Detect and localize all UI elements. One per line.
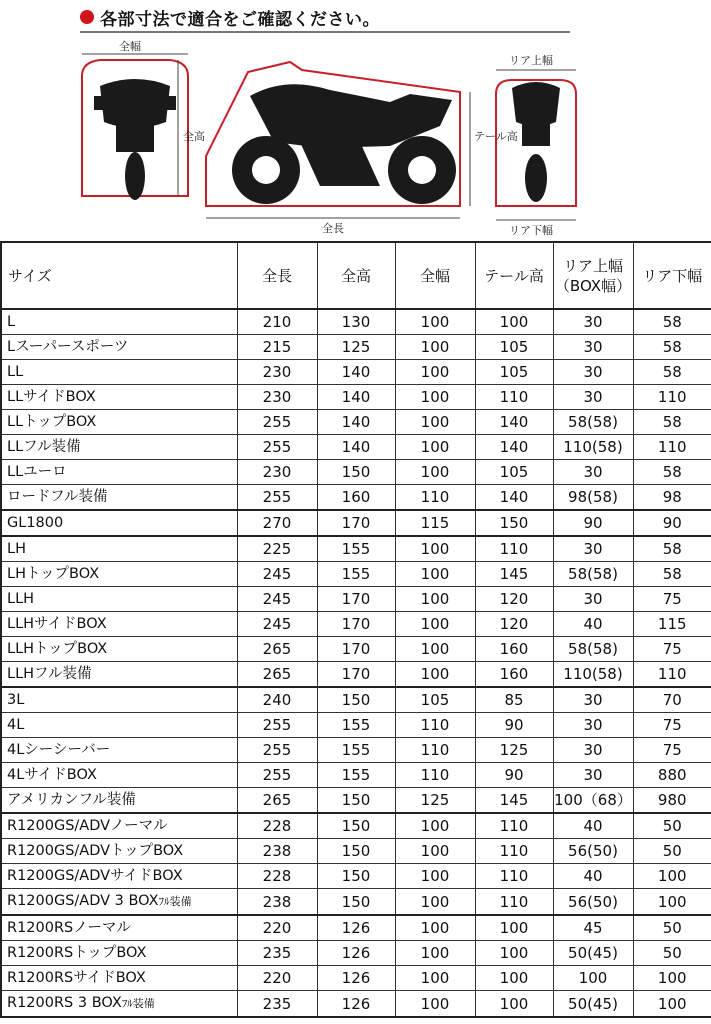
cell-length: 245: [237, 562, 317, 587]
size-suffix: ﾌﾙ装備: [158, 895, 192, 908]
cell-rear-bottom: 50: [633, 813, 711, 839]
cell-size: [1, 360, 237, 385]
cell-rear-top: 40: [553, 612, 633, 637]
cell-rear-bottom: 98: [633, 485, 711, 511]
cell-length: 230: [237, 385, 317, 410]
cell-rear-top: 50(45): [553, 991, 633, 1018]
cell-size: [1, 687, 237, 713]
cell-tail-height: 145: [475, 788, 553, 814]
cell-tail-height: 110: [475, 385, 553, 410]
size-name: R1200RS 3 BOX: [7, 995, 122, 1011]
cell-height: 140: [317, 435, 395, 460]
cell-height: 126: [317, 966, 395, 991]
cell-height: 140: [317, 385, 395, 410]
cell-height: 150: [317, 839, 395, 864]
cell-rear-bottom: 50: [633, 941, 711, 966]
table-row: [1, 587, 711, 612]
table-row: [1, 738, 711, 763]
rear-top-width-label: リア上幅: [509, 54, 553, 67]
cell-length: 235: [237, 941, 317, 966]
table-row: [1, 360, 711, 385]
header-divider: [80, 31, 570, 33]
cell-tail-height: 120: [475, 587, 553, 612]
cell-length: 225: [237, 536, 317, 562]
table-row: [1, 713, 711, 738]
rear-bottom-width-label: リア下幅: [509, 224, 553, 237]
table-row: [1, 435, 711, 460]
cell-height: 126: [317, 991, 395, 1018]
cell-rear-top: 110(58): [553, 435, 633, 460]
cell-width: 100: [395, 562, 475, 587]
table-row: [1, 839, 711, 864]
cell-width: 100: [395, 662, 475, 688]
cell-tail-height: 160: [475, 637, 553, 662]
cell-tail-height: 105: [475, 360, 553, 385]
cell-size: [1, 941, 237, 966]
cell-rear-bottom: 50: [633, 915, 711, 941]
size-name: L: [7, 314, 16, 330]
cell-rear-bottom: 75: [633, 713, 711, 738]
cell-height: 130: [317, 309, 395, 335]
cell-tail-height: 85: [475, 687, 553, 713]
size-name: LLサイドBOX: [7, 389, 96, 405]
cell-tail-height: 140: [475, 485, 553, 511]
table-row: [1, 763, 711, 788]
size-name: R1200RSノーマル: [7, 920, 131, 936]
cell-size: [1, 813, 237, 839]
cell-rear-top: 30: [553, 385, 633, 410]
cell-length: 220: [237, 966, 317, 991]
size-name: R1200RSサイドBOX: [7, 970, 146, 986]
size-name: R1200GS/ADVサイドBOX: [7, 868, 183, 884]
header-rear-bottom: リア下幅: [633, 242, 711, 309]
cell-length: 265: [237, 637, 317, 662]
cell-width: 100: [395, 612, 475, 637]
cell-width: 100: [395, 864, 475, 889]
cell-rear-bottom: 58: [633, 309, 711, 335]
cell-length: 235: [237, 991, 317, 1018]
cell-tail-height: 100: [475, 915, 553, 941]
cell-rear-top: 45: [553, 915, 633, 941]
cell-tail-height: 110: [475, 536, 553, 562]
cell-size: [1, 889, 237, 916]
size-spec-table: [0, 241, 711, 1018]
cell-tail-height: 105: [475, 335, 553, 360]
size-name: LH: [7, 541, 26, 557]
size-name: LHトップBOX: [7, 566, 100, 582]
cell-tail-height: 140: [475, 435, 553, 460]
cell-size: [1, 410, 237, 435]
cell-length: 230: [237, 460, 317, 485]
cell-length: 220: [237, 915, 317, 941]
cell-length: 210: [237, 309, 317, 335]
cell-width: 125: [395, 788, 475, 814]
cell-length: 255: [237, 435, 317, 460]
cell-width: 100: [395, 536, 475, 562]
cell-length: 255: [237, 410, 317, 435]
header-rear-top: [553, 242, 633, 309]
size-name: GL1800: [7, 515, 64, 531]
cell-width: 100: [395, 335, 475, 360]
cell-rear-top: 100: [553, 966, 633, 991]
header-title: 各部寸法で適合をご確認ください。: [100, 9, 380, 30]
cell-rear-bottom: 58: [633, 562, 711, 587]
cell-width: 100: [395, 435, 475, 460]
cell-length: 255: [237, 763, 317, 788]
cell-height: 155: [317, 562, 395, 587]
header-width: 全幅: [395, 242, 475, 309]
cell-tail-height: 100: [475, 309, 553, 335]
cell-width: 110: [395, 763, 475, 788]
cell-rear-bottom: 100: [633, 966, 711, 991]
cell-width: 100: [395, 941, 475, 966]
header-tail-height: テール高: [475, 242, 553, 309]
dimension-diagram-svg: [60, 36, 600, 241]
size-name: LLユーロ: [7, 464, 67, 480]
size-name: 4L: [7, 717, 25, 733]
cell-size: [1, 966, 237, 991]
cell-length: 238: [237, 889, 317, 916]
cell-height: 155: [317, 738, 395, 763]
cell-size: [1, 864, 237, 889]
cell-rear-top: 30: [553, 587, 633, 612]
cell-rear-bottom: 58: [633, 460, 711, 485]
size-name: LLトップBOX: [7, 414, 97, 430]
cell-length: 228: [237, 813, 317, 839]
cell-size: [1, 435, 237, 460]
table-row: [1, 687, 711, 713]
cell-height: 150: [317, 813, 395, 839]
cell-width: 100: [395, 966, 475, 991]
cell-length: 230: [237, 360, 317, 385]
cell-rear-top: 30: [553, 687, 633, 713]
table-row: [1, 335, 711, 360]
cell-width: 100: [395, 813, 475, 839]
size-name: LLHサイドBOX: [7, 616, 107, 632]
table-row: [1, 510, 711, 536]
cell-rear-top: 30: [553, 360, 633, 385]
table-row: [1, 612, 711, 637]
size-name: LLHトップBOX: [7, 641, 108, 657]
cell-width: 110: [395, 738, 475, 763]
cell-height: 150: [317, 889, 395, 916]
table-row: [1, 485, 711, 511]
dimension-diagram: [60, 36, 600, 241]
cell-size: [1, 637, 237, 662]
table-row: [1, 536, 711, 562]
cell-size: [1, 335, 237, 360]
cell-height: 155: [317, 536, 395, 562]
cell-tail-height: 110: [475, 864, 553, 889]
cell-tail-height: 125: [475, 738, 553, 763]
size-name: R1200GS/ADV 3 BOX: [7, 893, 159, 909]
table-header-row: [1, 242, 711, 309]
cell-size: [1, 587, 237, 612]
cell-rear-bottom: 75: [633, 738, 711, 763]
table-row: [1, 941, 711, 966]
cell-rear-bottom: 100: [633, 864, 711, 889]
cell-tail-height: 120: [475, 612, 553, 637]
cell-width: 100: [395, 991, 475, 1018]
cell-rear-top: 56(50): [553, 839, 633, 864]
cell-size: [1, 536, 237, 562]
cell-tail-height: 160: [475, 662, 553, 688]
size-suffix: ﾌﾙ装備: [121, 997, 155, 1010]
cell-tail-height: 90: [475, 713, 553, 738]
size-name: LLHフル装備: [7, 666, 92, 682]
cell-width: 100: [395, 410, 475, 435]
cell-rear-bottom: 58: [633, 335, 711, 360]
cell-length: 245: [237, 587, 317, 612]
size-name: Lスーパースポーツ: [7, 339, 129, 355]
cell-width: 100: [395, 309, 475, 335]
bullet-icon: [80, 10, 94, 24]
cell-size: [1, 460, 237, 485]
cell-rear-top: 100（68）: [553, 788, 633, 814]
cell-height: 170: [317, 612, 395, 637]
size-name: R1200GS/ADVトップBOX: [7, 843, 184, 859]
cell-rear-bottom: 980: [633, 788, 711, 814]
table-row: [1, 889, 711, 916]
cell-rear-bottom: 58: [633, 360, 711, 385]
cell-size: [1, 612, 237, 637]
cell-size: [1, 839, 237, 864]
cell-rear-top: 58(58): [553, 410, 633, 435]
cell-length: 228: [237, 864, 317, 889]
cell-height: 170: [317, 637, 395, 662]
cell-width: 100: [395, 360, 475, 385]
cell-width: 100: [395, 889, 475, 916]
header: [80, 4, 380, 30]
cell-length: 238: [237, 839, 317, 864]
size-name: ロードフル装備: [7, 489, 108, 505]
size-name: 4Lシーシーバー: [7, 742, 111, 758]
cell-height: 150: [317, 864, 395, 889]
cell-rear-bottom: 75: [633, 587, 711, 612]
cell-size: [1, 562, 237, 587]
size-name: R1200GS/ADVノーマル: [7, 818, 168, 834]
cell-rear-top: 30: [553, 738, 633, 763]
cell-rear-bottom: 110: [633, 385, 711, 410]
cell-rear-top: 40: [553, 864, 633, 889]
cell-size: [1, 662, 237, 688]
table-row: [1, 788, 711, 814]
table-row: [1, 309, 711, 335]
header-rear-top-line2: （BOX幅）: [554, 276, 632, 295]
cell-height: 170: [317, 510, 395, 536]
table-row: [1, 864, 711, 889]
header-length: 全長: [237, 242, 317, 309]
cell-rear-top: 30: [553, 536, 633, 562]
cell-width: 110: [395, 713, 475, 738]
size-name: 3L: [7, 692, 25, 708]
cell-rear-top: 58(58): [553, 562, 633, 587]
cell-length: 265: [237, 662, 317, 688]
cell-rear-bottom: 110: [633, 662, 711, 688]
cell-rear-top: 30: [553, 309, 633, 335]
cell-height: 150: [317, 460, 395, 485]
cell-rear-top: 90: [553, 510, 633, 536]
cell-rear-top: 30: [553, 335, 633, 360]
cell-size: [1, 309, 237, 335]
cell-height: 150: [317, 687, 395, 713]
cell-width: 110: [395, 485, 475, 511]
cell-tail-height: 140: [475, 410, 553, 435]
size-name: LL: [7, 364, 24, 380]
cell-rear-bottom: 50: [633, 839, 711, 864]
cell-height: 155: [317, 763, 395, 788]
cell-tail-height: 110: [475, 813, 553, 839]
cell-rear-bottom: 100: [633, 991, 711, 1018]
table-body: [1, 309, 711, 1017]
cell-size: [1, 485, 237, 511]
cell-height: 155: [317, 713, 395, 738]
cell-rear-top: 30: [553, 763, 633, 788]
cell-rear-top: 98(58): [553, 485, 633, 511]
cell-size: [1, 788, 237, 814]
size-name: LLフル装備: [7, 439, 81, 455]
size-name: 4LサイドBOX: [7, 767, 97, 783]
cell-length: 255: [237, 713, 317, 738]
rear-view-illustration: [496, 80, 576, 206]
height-label: 全高: [183, 130, 205, 143]
cell-tail-height: 90: [475, 763, 553, 788]
cell-size: [1, 385, 237, 410]
cell-rear-top: 58(58): [553, 637, 633, 662]
cell-tail-height: 150: [475, 510, 553, 536]
cell-height: 170: [317, 662, 395, 688]
cell-rear-top: 30: [553, 713, 633, 738]
cell-rear-bottom: 58: [633, 536, 711, 562]
header-height: 全高: [317, 242, 395, 309]
width-label: 全幅: [119, 40, 141, 53]
cell-rear-bottom: 115: [633, 612, 711, 637]
table-row: [1, 385, 711, 410]
cell-size: [1, 763, 237, 788]
cell-rear-bottom: 110: [633, 435, 711, 460]
cell-size: [1, 713, 237, 738]
header-rear-top-line1: リア上幅: [562, 256, 623, 275]
cell-length: 265: [237, 788, 317, 814]
cell-rear-top: 40: [553, 813, 633, 839]
cell-height: 126: [317, 915, 395, 941]
cell-width: 100: [395, 637, 475, 662]
cell-size: [1, 738, 237, 763]
cell-height: 125: [317, 335, 395, 360]
cell-width: 100: [395, 385, 475, 410]
table-row: [1, 410, 711, 435]
table-row: [1, 813, 711, 839]
cell-rear-bottom: 70: [633, 687, 711, 713]
header-size: サイズ: [1, 242, 237, 309]
cell-rear-bottom: 58: [633, 410, 711, 435]
front-view-illustration: [82, 60, 188, 200]
cell-width: 100: [395, 587, 475, 612]
cell-rear-top: 50(45): [553, 941, 633, 966]
table-row: [1, 637, 711, 662]
table-row: [1, 991, 711, 1018]
cell-width: 100: [395, 839, 475, 864]
length-label: 全長: [322, 222, 344, 235]
size-name: アメリカンフル装備: [7, 792, 136, 808]
cell-rear-bottom: 90: [633, 510, 711, 536]
cell-length: 215: [237, 335, 317, 360]
table-row: [1, 915, 711, 941]
table-row: [1, 662, 711, 688]
cell-rear-bottom: 75: [633, 637, 711, 662]
cell-height: 170: [317, 587, 395, 612]
cell-width: 100: [395, 915, 475, 941]
cell-tail-height: 145: [475, 562, 553, 587]
cell-rear-bottom: 100: [633, 889, 711, 916]
cell-rear-top: 30: [553, 460, 633, 485]
cell-length: 240: [237, 687, 317, 713]
cell-tail-height: 110: [475, 889, 553, 916]
cell-length: 255: [237, 485, 317, 511]
cell-tail-height: 105: [475, 460, 553, 485]
cell-height: 126: [317, 941, 395, 966]
cell-rear-top: 56(50): [553, 889, 633, 916]
cell-rear-top: 110(58): [553, 662, 633, 688]
cell-size: [1, 510, 237, 536]
cell-width: 115: [395, 510, 475, 536]
size-name: LLH: [7, 591, 35, 607]
table-row: [1, 966, 711, 991]
cell-rear-bottom: 880: [633, 763, 711, 788]
cell-tail-height: 100: [475, 991, 553, 1018]
cell-tail-height: 100: [475, 941, 553, 966]
cell-height: 150: [317, 788, 395, 814]
cell-height: 140: [317, 410, 395, 435]
cell-length: 255: [237, 738, 317, 763]
size-name: R1200RSトップBOX: [7, 945, 147, 961]
cell-size: [1, 991, 237, 1018]
cell-height: 160: [317, 485, 395, 511]
cell-width: 100: [395, 460, 475, 485]
cell-tail-height: 110: [475, 839, 553, 864]
cell-height: 140: [317, 360, 395, 385]
cell-size: [1, 915, 237, 941]
side-view-illustration: [206, 62, 460, 206]
cell-width: 105: [395, 687, 475, 713]
cell-length: 270: [237, 510, 317, 536]
table-row: [1, 562, 711, 587]
table-row: [1, 460, 711, 485]
cell-length: 245: [237, 612, 317, 637]
tail-height-label: テール高: [474, 130, 518, 143]
cell-tail-height: 100: [475, 966, 553, 991]
